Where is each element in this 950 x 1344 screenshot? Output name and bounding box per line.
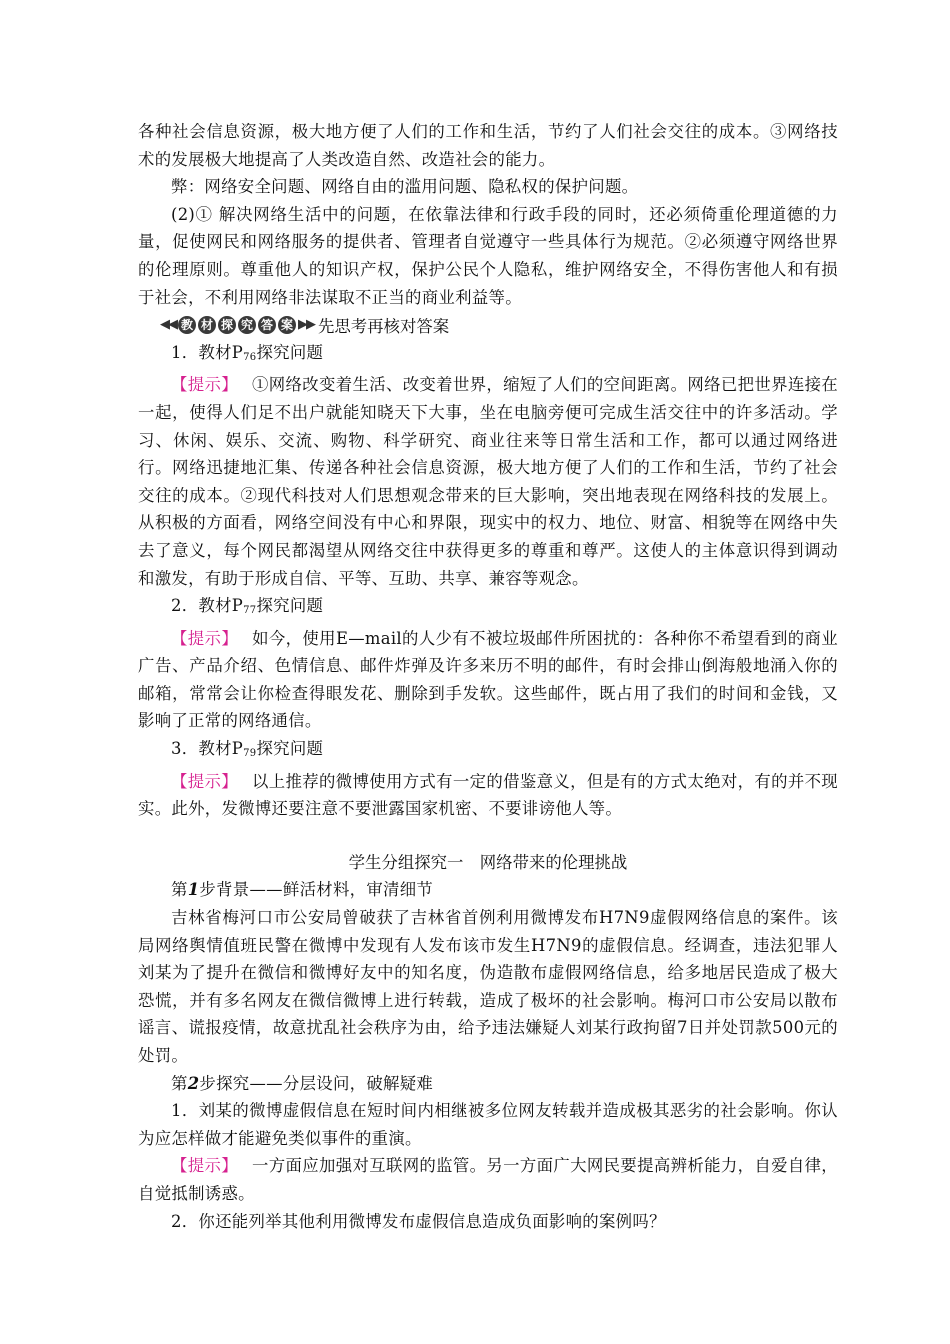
question-heading: 2．教材$P_{77}$探究问题 xyxy=(171,596,324,617)
question-heading: 3．教材$P_{79}$探究问题 xyxy=(171,739,324,760)
hint-text: ①网络改变着生活、改变着世界，缩短了人们的空间距离。网络已把世界连接在一起，使得人们足不出户就能知晓天下大事，坐在电脑旁便可完成生活交往中的许多活动。学习、休闲、娱乐、交流、购物、科学研究、商业往来等日常生活和工作，都可以通过网络进行。网络迅捷地汇集、传递各种社会信息资源，极大地方便了人们的工作和生活，节约了社会交往的成本。②现代科技对人们思想观念带来的巨大影响，突出地表现在网络科技的发展上。从积极的方面看，网络空间没有中心和界限，现实中的权力、地位、财富、相貌等在网络中失去了意义，每个网民都渴望从网络交往中获得更多的尊重和尊严。这使人的主体意识得到调动和激发，有助于形成自信、平等、互助、共享、兼容等观念。 xyxy=(138,375,838,588)
banner-badge: 教 xyxy=(178,316,196,334)
hint-label: 【提示】 xyxy=(171,628,239,648)
section-question: 1．刘某的微博虚假信息在短时间内相继被多位网友转载并造成极其恶劣的社会影响。你认为应怎样做才能避免类似事件的重演。 xyxy=(138,1101,838,1148)
hint-text: 以上推荐的微博使用方式有一定的借鉴意义，但是有的方式太绝对，有的并不现实。此外，发微博还要注意不要泄露国家机密、不要诽谤他人等。 xyxy=(138,771,838,819)
banner-badges xyxy=(178,316,296,334)
hint-text: 如今，使用E—mail的人少有不被垃圾邮件所困扰的：各种你不希望看到的商业广告、产品介绍、色情信息、邮件炸弹及许多来历不明的邮件，有时会排山倒海般地涌入你的邮箱，常常会让你检查得眼发花、删除到手发软。这些邮件，既占用了我们的时间和金钱，又影响了正常的网络通信。 xyxy=(138,628,838,731)
hint-paragraph xyxy=(138,371,838,592)
case-material: 吉林省梅河口市公安局曾破获了吉林省首例利用微博发布H7N9虚假网络信息的案件。该局网络舆情值班民警在微博中发现有人发布该市发生H7N9的虚假信息。经调查，违法犯罪人刘某为了提升在微信和微博好友中的知名度，伪造散布虚假网络信息，给多地居民造成了极大恐慌，并有多名网友在微信微博上进行转载，造成了极坏的社会影响。梅河口市公安局以散布谣言、谎报疫情，故意扰乱社会秩序为由，给予违法嫌疑人刘某行政拘留7日并处罚款500元的处罚。 xyxy=(138,908,838,1065)
hint-label: 【提示】 xyxy=(171,1156,238,1176)
step-heading: 第1步背景——鲜活材料，审清细节 xyxy=(171,880,434,900)
banner-badge: 答 xyxy=(258,316,276,334)
right-arrows-icon: ▶▶ xyxy=(298,317,314,333)
banner-badge: 材 xyxy=(198,316,216,334)
hint-text: 一方面应加强对互联网的监管。另一方面广大网民要提高辨析能力，自爱自律，自觉抵制诱惑。 xyxy=(138,1156,838,1203)
banner-text: 先思考再核对答案 xyxy=(318,316,450,336)
banner-badge: 探 xyxy=(218,316,236,334)
section-title: 学生分组探究一 网络带来的伦理挑战 xyxy=(348,852,628,872)
hint-paragraph xyxy=(138,1152,838,1207)
paragraph-continuation: 各种社会信息资源，极大地方便了人们的工作和生活，节约了人们社会交往的成本。③网络技术的发展极大地提高了人类改造自然、改造社会的能力。 xyxy=(138,122,838,169)
question-heading: 1．教材$P_{76}$探究问题 xyxy=(171,342,324,363)
hint-paragraph xyxy=(138,768,838,823)
section-question: 2．你还能列举其他利用微博发布虚假信息造成负面影响的案例吗？ xyxy=(171,1211,666,1231)
paragraph-disadvantages: 弊：网络安全问题、网络自由的滥用问题、隐私权的保护问题。 xyxy=(171,177,639,197)
left-arrows-icon: ◀◀ xyxy=(160,317,176,333)
banner-badge: 究 xyxy=(238,316,256,334)
textbook-answer-banner xyxy=(160,311,838,339)
document-page xyxy=(138,118,838,1235)
paragraph-solutions: (2)① 解决网络生活中的问题，在依靠法律和行政手段的同时，还必须倚重伦理道德的力量，促使网民和网络服务的提供者、管理者自觉遵守一些具体行为规范。②必须遵守网络世界的伦理原则。尊重他人的知识产权，保护公民个人隐私，维护网络安全，不得伤害他人和有损于社会，不利用网络非法谋取不正当的商业利益等。 xyxy=(138,204,838,307)
banner-badge: 案 xyxy=(278,316,296,334)
hint-label: 【提示】 xyxy=(171,375,238,395)
step-heading: 第2步探究——分层设问，破解疑难 xyxy=(171,1073,434,1093)
hint-label: 【提示】 xyxy=(171,771,238,791)
hint-paragraph xyxy=(138,625,838,735)
